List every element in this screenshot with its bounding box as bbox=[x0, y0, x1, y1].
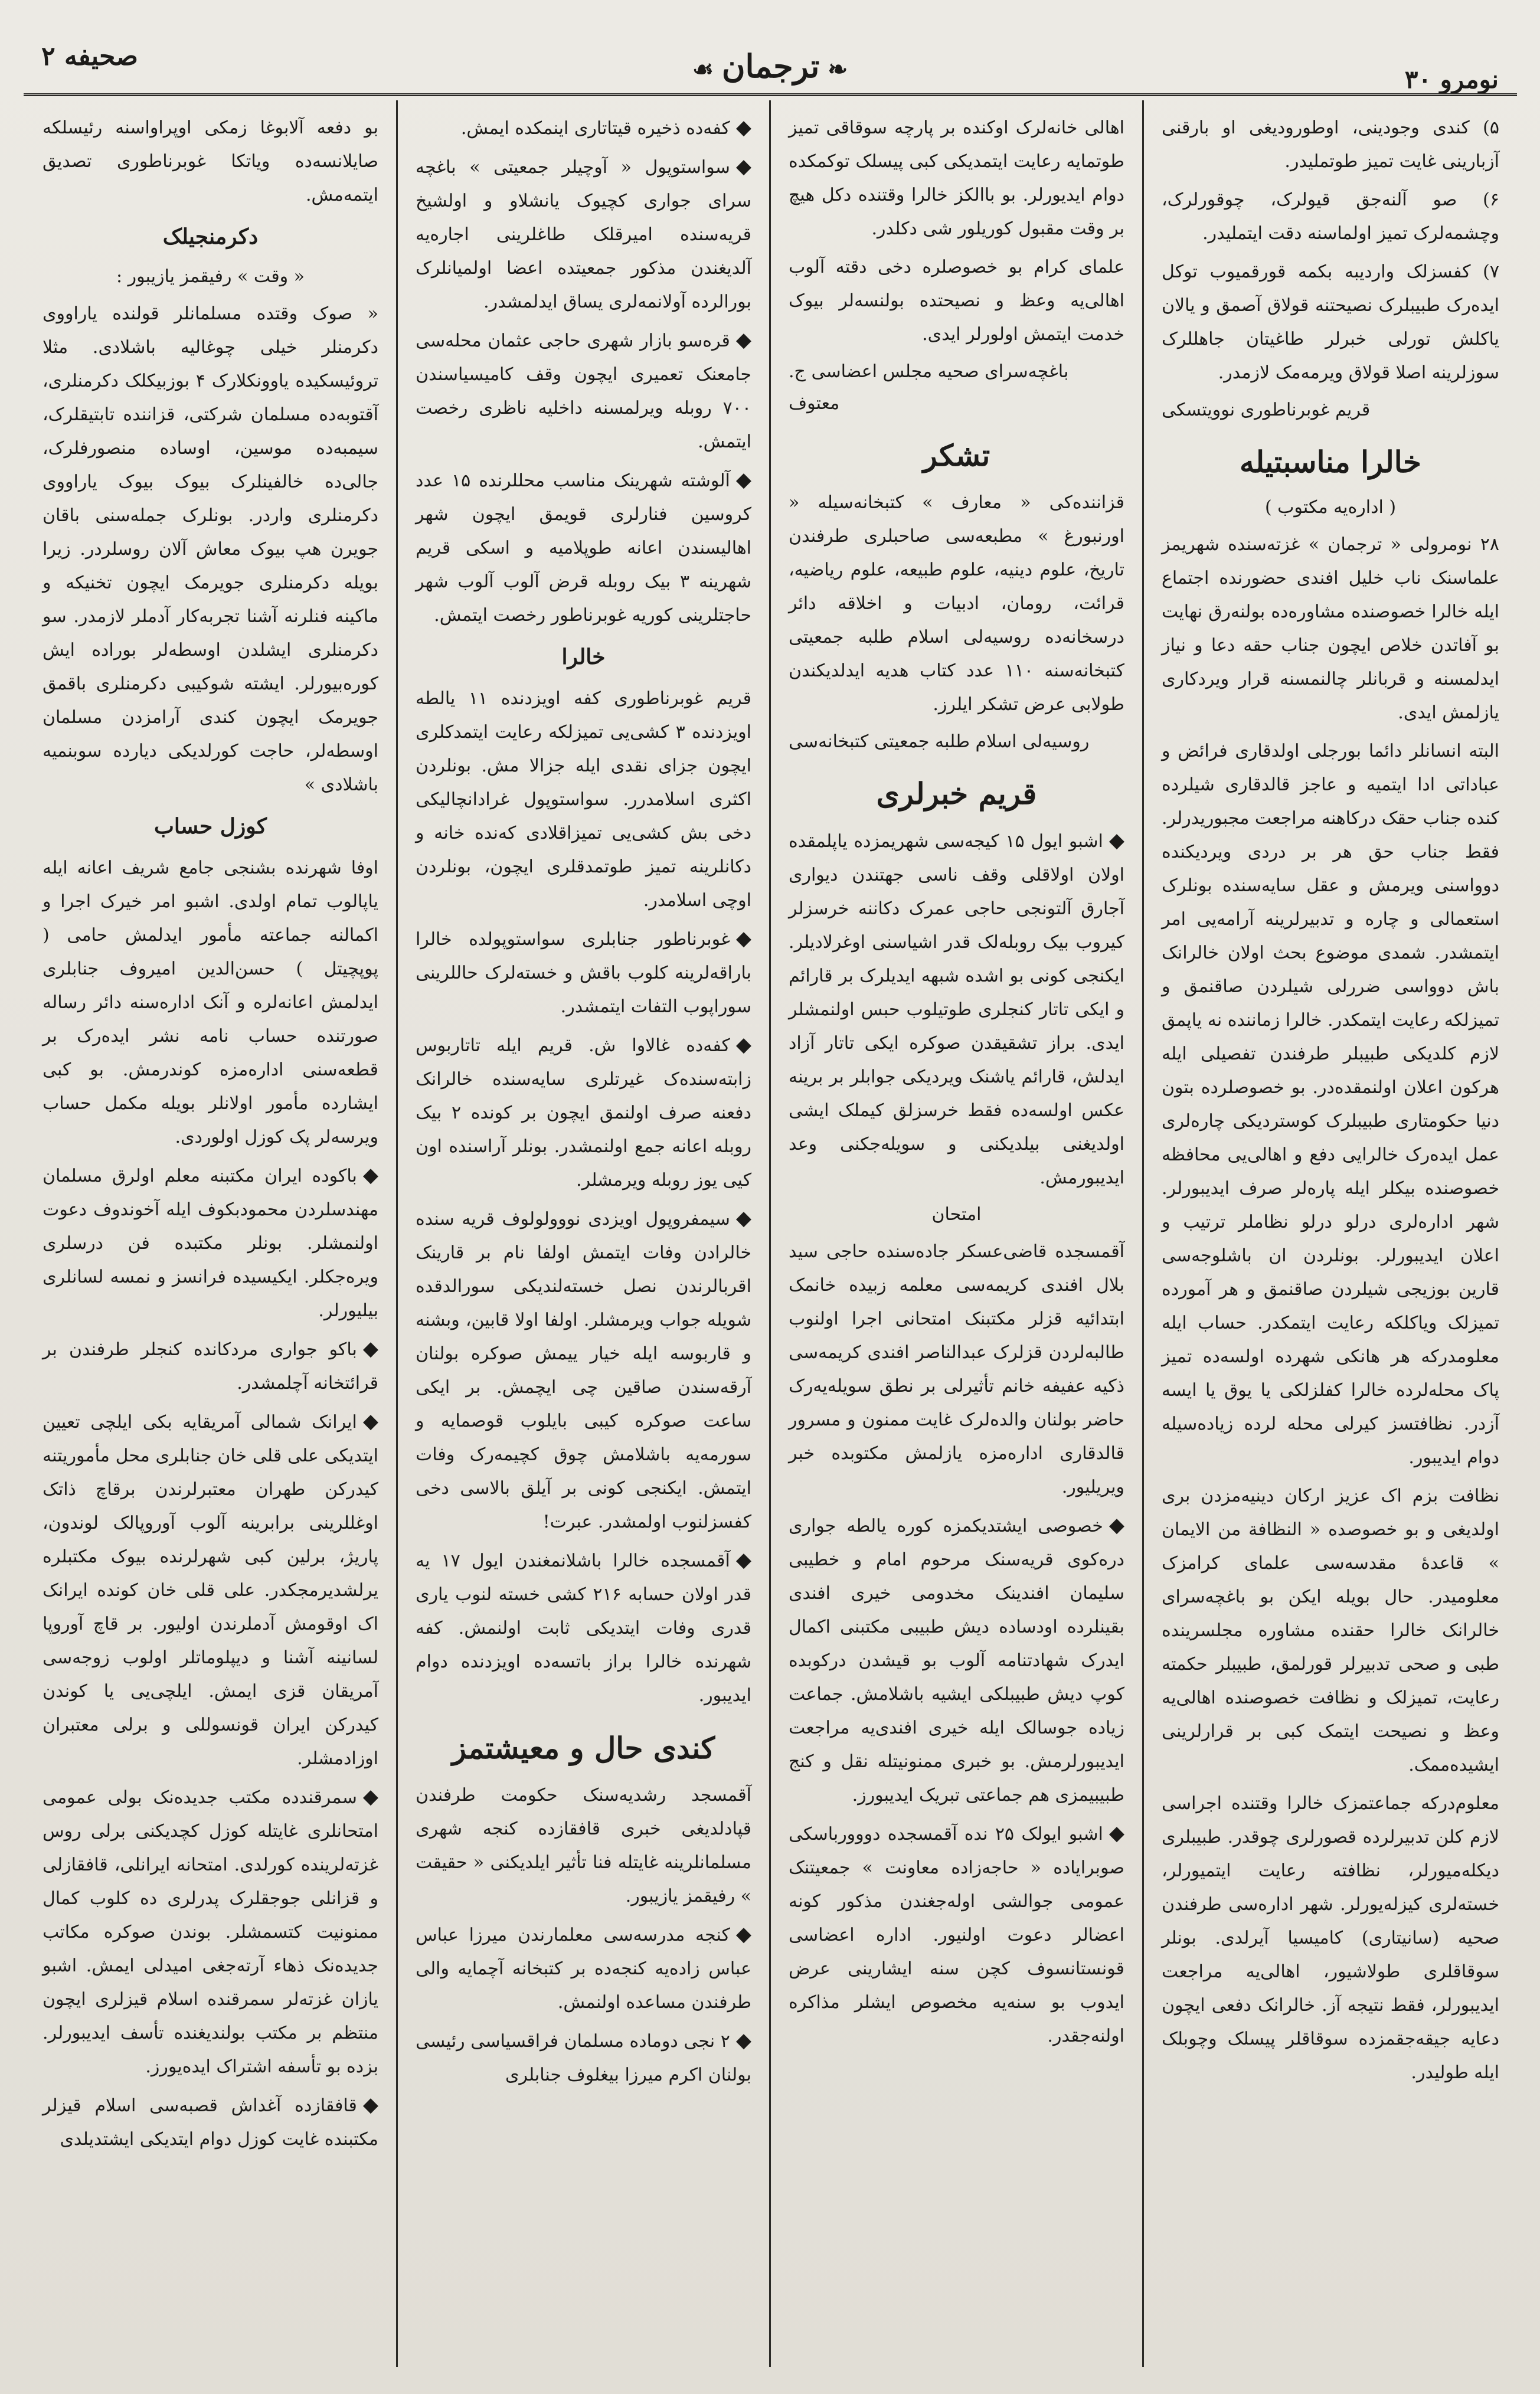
article-paragraph bbox=[416, 150, 751, 319]
article-paragraph bbox=[416, 1543, 751, 1712]
article-paragraph bbox=[42, 1780, 378, 2084]
paragraph-text: آلوشته شهرینک مناسب محللرنده ۱۵ عدد کروسین فنارلری قویمق ایچون شهر اهالیسندن اعانه طوپلامیه و اسکی قریم شهرینه ۳ بیک روبله قرض آلوب آلوب شهر حاجتلرینی کوریه غوبرناطور رخصت ایتمش. bbox=[416, 470, 751, 626]
article-paragraph bbox=[1162, 183, 1499, 250]
columns bbox=[24, 100, 1517, 2367]
paragraph-text: کفه‌ده ذخیره قیتاتاری اینمکده ایمش. bbox=[460, 118, 730, 139]
paragraph-text: نظافت بزم اک عزیز ارکان دینیه‌مزدن بری اولدیغی و بو خصوصده « النظافة من الایمان » قاعدهٔ مقدسه‌سی علمای کرامزک معلومیدر. حال بویله ایکن بو باغچه‌سرای خالرانک خالرا حقنده مشاوره مجلسرینده طبی و صحی تدبیرلر قورلمق، طبیبلر حکمته رعایت، تمیزلک و نظافت خصوصنده اهالی‌یه وعظ و نصیحت ایتمک کبی بر قرارلرینی ایشیده‌ممک. bbox=[1162, 1486, 1499, 1775]
signature: روسیه‌لی اسلام طلبه جمعیتی کتبخانه‌سی bbox=[789, 731, 1090, 752]
article-paragraph bbox=[789, 1509, 1124, 1812]
article-paragraph bbox=[416, 2024, 751, 2092]
diamond-bullet-icon: ◆ bbox=[362, 1337, 378, 1360]
article-paragraph bbox=[1162, 734, 1499, 1474]
paragraph-text: اشبو ایولک ۲۵ نده آقمسجده دووورباسکی صوبرایاده « حاجه‌زاده معاونت » جمعیتنک عمومی جوالشی اوله‌جغندن مذکور کونه اعضالر دعوت اولنیور. اداره اعضاسی قونستانسوف کچن سنه ایشارینی عرض ایدوب بو سنه‌یه مخصوص ایشلر مذاکره اولنه‌جقدر. bbox=[789, 1824, 1124, 2046]
diamond-bullet-icon: ◆ bbox=[735, 1033, 751, 1057]
diamond-bullet-icon: ◆ bbox=[735, 155, 751, 178]
article-paragraph bbox=[1162, 111, 1499, 178]
paragraph-text: اهالی خانه‌لرک اوکنده بر پارچه سوقاقی تمیز طوتمایه رعایت ایتمدیکی کبی پیسلک توکمکده دوام ایدیورلر. بو باالکز خالرا وقتنده دکل هیچ بر وقت مقبول کوریلور شی دکلدر. bbox=[789, 117, 1124, 239]
paragraph-text: قره‌سو بازار شهری حاجی عثمان محله‌سی جامعنک تعمیری ایچون وقف کامیسیاسندن ۷۰۰ روبله ویرلمسنه داخلیه ناظری رخصت ایتمش. bbox=[416, 331, 751, 452]
paragraph-text: غوبرناطور جنابلری سواستوپولده خالرا باراقه‌لرینه کلوب باقش و خسته‌لرک حاللرینی سوراپوب التفات ایتمشدر. bbox=[416, 929, 751, 1017]
article-paragraph bbox=[789, 824, 1124, 1195]
section-heading: خالرا مناسبتیله bbox=[1240, 444, 1421, 479]
paragraph-text: ۷) کفسزلک واردیبه بکمه قورقمیوب توکل ایده‌رک طبیبلرک نصیحتنه قولاق آصمق و یالان یاکلش تورلی خبرلر طاغیتان جاهللرک سوزلرینه اصلا قولاق ویرمه‌مک لازمدر. bbox=[1162, 261, 1499, 383]
paragraph-text: کنجه مدرسه‌سی معلمارندن میرزا عباس عباس زاده‌یه کنجه‌ده بر کتبخانه آچمایه والی طرفندن مساعده اولنمش. bbox=[416, 1925, 751, 2013]
diamond-bullet-icon: ◆ bbox=[735, 1922, 751, 1946]
article-paragraph bbox=[789, 1817, 1124, 2053]
diamond-bullet-icon: ◆ bbox=[735, 116, 751, 139]
paragraph-text: آقمسجد رشدیه‌سنک حکومت طرفندن قپادلدیغی خبری قافقازده کنجه شهری مسلمانلرینه غایتله فنا تأثیر ایلدیکنی « حقیقت » رفیقمز یازیبور. bbox=[416, 1785, 751, 1906]
paragraph-text: ۵) کندی وجودینی، اوطورودیغی او بارقنی آزبارینی غایت تمیز طوتملیدر. bbox=[1162, 117, 1499, 172]
article-paragraph bbox=[789, 486, 1124, 721]
article-paragraph bbox=[42, 111, 378, 212]
paragraph-text: اوفا شهرنده بشنجی جامع شریف اعانه ایله یاپالوب تمام اولدی. اشبو امر خیرک اجرا و اکمالنه جماعته مأمور ایدلمش حامی ( پوپچیتل ) حسن‌الدین امیروف جنابلری ایدلمش اعانەلره و آنک ادارەسنه دائر رساله صورتنده حساب نامه نشر ایده‌رک بر قطعه‌سنی ادارەمزه کوندرمش. بو کبی ایشارده مأمور اولانلر بویله مکمل حساب ویرسه‌لر پک کوزل اولوردی. bbox=[42, 858, 378, 1147]
diamond-bullet-icon: ◆ bbox=[1109, 1513, 1124, 1537]
issue-number: نومرو ۳۰ bbox=[1404, 65, 1499, 94]
ornament-left-icon: ☙ bbox=[692, 55, 714, 83]
paragraph-text: قافقازده آغداش قصبه‌سی اسلام قیزلر مکتبنده غایت کوزل دوام ایتدیکی ایشتدیلدی bbox=[42, 2095, 378, 2150]
article-paragraph bbox=[416, 323, 751, 459]
diamond-bullet-icon: ◆ bbox=[735, 468, 752, 492]
signature: باغچه‌سرای صحیه مجلس اعضاسی ج. معتوف bbox=[789, 361, 1069, 414]
paragraph-text: قریم غوبرناطوری کفه اویزدنده ۱۱ یالطه اویزدنده ۳ کشی‌یی تمیزلکه رعایت ایتمدکلری ایچون جزای نقدی ایله جزالا مش. بونلردن اکثری اسلامدرر. سواستوپول غرادانچالیکی دخی بش کشی‌یی تمیزاقلادی که‌نده خانه و دکانلرینه تمیز طوتمدقلری ایچون، بونلردن اوچی اسلامدر. bbox=[416, 688, 751, 911]
section-heading: دکرمنجیلک bbox=[162, 224, 259, 249]
diamond-bullet-icon: ◆ bbox=[362, 1163, 378, 1187]
article-paragraph bbox=[416, 111, 751, 145]
paragraph-text: آقمسجده قاضی‌عسکر جاده‌سنده حاجی سید بلال افندی کریمه‌سی معلمه زبیده خانمک ابتدائیه قزلر مکتبنک امتحانی اجرا اولنوب طالبه‌لردن قزلرک عبدالناصر افندی کریمه‌سی ذکیه عفیفه خانم تأثیرلی بر نطق سویله‌یه‌رک حاضر بولنان والده‌لرک غایت ممنون و مسرور قالدقاری ادارەمزه یازلمش مکتوبده خبر ویریلیور. bbox=[789, 1241, 1124, 1497]
paragraph-text: بو دفعه آلابوغا زمکی اوپراواسنه رئیسلکه صایلانسه‌ده ویاتکا غوبرناطوری تصدیق ایتمه‌مش. bbox=[42, 117, 378, 205]
article-paragraph bbox=[42, 1405, 378, 1775]
article-paragraph bbox=[416, 463, 751, 632]
paragraph-text: سیمفروپول اویزدی نووولولوف قریه سنده خالرادن وفات ایتمش اولفا نام بر قارینک اقربالرندن نصل خسته‌لندیکی سورالدقده شویله جواب ویرمشلر. اولفا اولا قابین، وبشنه و قاربوسه ایله خیار ییمش صوکره بولنان آرقه‌سندن صاقین چی ایچمش. بر ایکی ساعت صوکره کیبی بایلوب قوصمایه و سورمه‌یه باشلامش چوق کچیمه‌رک وفات ایتمش. ایکنجی کونی بر آیلق بالاسی دخی کفسزلنوب اولمشدر. عبرت! bbox=[416, 1209, 751, 1532]
article-paragraph bbox=[416, 1918, 751, 2019]
section-heading: ( اداره‌یه مکتوب ) bbox=[1264, 497, 1397, 518]
diamond-bullet-icon: ◆ bbox=[1109, 829, 1124, 852]
section-heading: خالرا bbox=[561, 645, 606, 669]
paragraph-text: خصوصی ایشتدیکمزه کوره یالطه جواری دره‌کوی قریه‌سنک مرحوم امام و خطیبی سلیمان افندینک مخدومی خیری افندی بقینلرده اودساده دیش طبیبی مکتبنی اکمال ایدرک شهادتنامه آلوب بو قیشدن درکوبده کوپ دیش طبیبلکی ایشیه باشلامش. جماعت زیاده جوسالک ایله خیری افندی‌یه مراجعت ایدیبورلرمش. بو خبری ممنونیتله نقل و کنج طبیبیمزی هم جماعتی تبریک ایدیبورز. bbox=[789, 1516, 1124, 1806]
paragraph-text: سواستوپول « آوچیلر جمعیتی » باغچه سرای جواری کچیوک یانشلاو و اولشیخ قریه‌سنده امیرقلک طاغلرینی اجاره‌یه آلدیغندن مذکور جمعیتده اعضا اولمیانلرک بورالرده آولانمه‌لری یساق ایدلمشدر. bbox=[416, 157, 751, 312]
masthead bbox=[30, 24, 1510, 94]
section-heading: « وقت » رفیقمز یازیبور : bbox=[116, 266, 305, 287]
paragraph-text: البته انسانلر دائما بورجلی اولدقاری فرائض و عباداتی ادا ایتمیه و عاجز قالدقاری شیلرده کنده جناب حقک درکاهنه مراجعت مجبوریدرلر. فقط جناب حق هر بر دردی ویردیکنده دوواسنی ویرمش و عقل سایه‌سنده بونلرک استعمالی و چاره و تدبیرلرینه آرامه‌یی امر ایتمشدر. شمدی موضوع بحث اولان خالرانک باش دوواسی ضررلی شیلردن صاقنمق و تمیزلکه رعایت ایتمکدر. خالرا زماننده نه یاپمق لازم کلدیکی طبیبلر طرفندن تفصیلی ایله هرکون اعلان اولنمقده‌در. بو خصوصلرده بتون دنیا حکومتاری طبیبلرک کوستردیکی چاره‌لری عمل ایده‌رک خالرایی دفع و اهالی‌یی محافظه خصوصنده بیکلر ایله پاره‌لر صرف ایدیبورلر. شهر ادارەلری درلو درلو نظاملر ترتیب و اعلان ایدیبورلر. بونلردن ان باشلوجه‌سی قارین بوزیجی شیلردن صاقنمق و هر آمورده تمیزلک ویاکلکه رعایت ایتمکدر. حساب ایله معلومدرکه هر هانکی شهرده اولسه‌ده تمیز پاک محله‌لرده خالرا کفلزلکی یا یوق یا ایسه آزدر. نظافتسز کیرلی محله لرده زیاده‌سیله دوام ایدیبور. bbox=[1162, 741, 1499, 1468]
article-paragraph bbox=[42, 2088, 378, 2156]
article-paragraph bbox=[416, 682, 751, 917]
article-paragraph bbox=[416, 922, 751, 1023]
paragraph-text: معلوم‌درکه جماعتمزک خالرا وقتنده اجراسی لازم کلن تدبیرلرده قصورلری چوقدر. طبیبلری دیکله‌میورلر، نظافته رعایت ایتمیورلر، خسته‌لری کیزله‌یورلر. شهر ادارەسی طرفندن صحیه (سانیتاری) کامیسیا آیرلدی. بونلر سوقاقلری طولاشیور، اهالی‌یه مراجعت ایدیبورلر، فقط نتیجه آز. خالرانک دفعی ایچون دعایه جیقه‌جقمزده سوقاقلر پیسلک وچوبلک ایله طولیدر. bbox=[1162, 1793, 1499, 2083]
article-paragraph bbox=[416, 1778, 751, 1913]
paragraph-text: ایرانک شمالی آمریقایه بکی ایلچی تعیین ایتدیکی علی قلی خان جنابلری محل مأموریتنه کیدرکن طهران معتبرلرندن برقاچ ذاتک اوغللرینی برابرینه آلوب آوروپالک لوندون، پاریژ، برلین کبی شهرلرنده بیوک مکتبلره یرلشدیرمجکدر. علی قلی خان کوندە ایرانک اک اوقومش آدملرندن اولیور. بر قاچ آوروپا لسانینه آشنا و دیپلوماتلر اولوب زوجه‌سی آمریقان قزی ایمش. ایلچی‌یی یا کوندن کیدرکن ایران قونسوللی و برلی معتبران اوزادمشلر. bbox=[42, 1412, 378, 1769]
paper-title bbox=[30, 47, 1510, 85]
section-heading: تشکر bbox=[923, 438, 990, 473]
paragraph-text: ۲ نجی دوماده مسلمان فراقسیاسی رئیسی بولنان اکرم میرزا بیغلوف جنابلری bbox=[416, 2031, 751, 2085]
signature: قریم غوبرناطوری نوویتسکی bbox=[1162, 400, 1371, 420]
diamond-bullet-icon: ◆ bbox=[735, 328, 751, 352]
diamond-bullet-icon: ◆ bbox=[735, 2029, 751, 2052]
article-paragraph bbox=[789, 1235, 1124, 1504]
paragraph-text: اشبو ایول ۱۵ کیجه‌سی شهریمزده یاپلمقده اولان اولاقلی وقف ناسی جهتندن دیواری آجارق آلتونجی حاجی عمرک دکاننه خرسزلر کیروب بیک روبله‌لک قدر اشیاسنی اوغرلادیلر. ایکنجی کونی بو اشده شبهه ایدیلرک بر قارائم و ایکی تاتار کنجلری طوتیلوب حبس اولنمشلر ایدی. براز تشقیقدن صوکره ایکی تاتار آزاد ایدلش، قارائم یاشنک ویردیکی جوابلر بر برینه عکس اولسه‌ده فقط خرسزلق کیملک ایشی اولدیغنی بیلدیکنی و سویله‌جکنی وعد ایدیبورمش. bbox=[789, 831, 1124, 1188]
article-paragraph bbox=[42, 1159, 378, 1327]
column-1 bbox=[1144, 100, 1517, 2367]
article-paragraph bbox=[416, 1202, 751, 1539]
article-paragraph bbox=[1162, 528, 1499, 730]
paragraph-text: « صوک وقتده مسلمانلر قولنده یاراووی دکرمنلر خیلی چوغالیه باشلادی. مثلا تروئیسکیده یاوونکلارک ۴ بوزبیکلک دکرمنلری، آقتوبه‌ده مسلمان شرکتی، قزاننده تابتیقلرک، سیمبه‌ده موسین، اوساده منصورفلرک، جالی‌ده خالفینلرک بیوک بیوک یاراووی دکرمنلری واردر. بونلرک جمله‌سنی باقان جویرن هپ بیوک معاش آلان روسلردر. زیرا بویله دکرمنلری جویرمک ایچون تخنیکه و ماکینه فنلرنه آشنا تجربه‌کار آدملر لازمدر. سو دکرمنلری ایشلدن اوسطه‌لر بوراده ایش کوره‌بیورلر. ایشته شوکیبی دکرمنلری باقمق جویرمک ایچون کندی آرامزدن مسلمان اوسطه‌لر، حاجت کورلدیکی دیارده سوبنمیه باشلادی » bbox=[42, 303, 378, 795]
article-paragraph bbox=[1162, 1787, 1499, 2089]
article-paragraph bbox=[416, 1028, 751, 1197]
column-3 bbox=[398, 100, 771, 2367]
diamond-bullet-icon: ◆ bbox=[362, 2093, 378, 2117]
paragraph-text: ۶) صو آلنه‌جق قیولرک، چوقورلرک، وچشمه‌لرک تمیز اولماسنه دقت ایتملیدر. bbox=[1162, 189, 1499, 244]
paragraph-text: کفه‌ده غالاوا ش. قریم ایله تاتاربوس زابته‌سنده‌ک غیرتلری سایه‌سنده خالرانک دفعنه صرف اولنمق ایچون بر کونده ۲ بیک روبله اعانه جمع اولنمشدر. بونلر آراسنده اون کیی یوز روبله ویرمشلر. bbox=[416, 1035, 751, 1191]
diamond-bullet-icon: ◆ bbox=[1109, 1821, 1124, 1845]
diamond-bullet-icon: ◆ bbox=[362, 1409, 378, 1433]
ornament-right-icon: ❧ bbox=[828, 55, 848, 83]
section-heading: قریم خبرلری bbox=[876, 776, 1037, 811]
diamond-bullet-icon: ◆ bbox=[735, 1548, 751, 1572]
page-number: صحیفه ۲ bbox=[41, 41, 138, 71]
section-heading: کندی حال و معیشتمز bbox=[452, 1731, 715, 1765]
article-paragraph bbox=[789, 250, 1124, 351]
header-rule bbox=[24, 93, 1517, 96]
column-4 bbox=[25, 100, 398, 2367]
paragraph-text: آقمسجده خالرا باشلانمغندن ایول ۱۷ یه قدر اولان حسابه ۲۱۶ کشی خسته لنوب یاری قدری وفات ایتدیکی ثابت اولنمش. کفه شهرنده خالرا براز باتسه‌ده اویزدنده دوام ایدیبور. bbox=[416, 1551, 752, 1706]
article-paragraph bbox=[42, 1332, 378, 1400]
diamond-bullet-icon: ◆ bbox=[735, 1206, 751, 1230]
paragraph-text: علمای کرام بو خصوصلره دخی دقته آلوب اهالی‌یه وعظ و نصیحتده بولنسه‌لر بیوک خدمت ایتمش اولورلر ایدی. bbox=[789, 257, 1124, 345]
paragraph-text: باکو جواری مردکانده کنجلر طرفندن بر قرائتخانه آچلمشدر. bbox=[42, 1339, 378, 1394]
article-paragraph bbox=[1162, 255, 1499, 390]
article-paragraph bbox=[789, 111, 1124, 246]
paragraph-text: قزاننده‌کی « معارف » کتبخانه‌سیله « اورنبورغ » مطبعه‌سی صاحبلری طرفندن تاریخ، علوم دینیه، علوم طبیعه، علوم ریاضیه، قرائت، رومان، ادبیات و اخلاقه دائر درسخانه‌ده روسیه‌لی اسلام طلبه جمعیتی کتبخانه‌سنه ۱۱۰ عدد کتاب هدیه ایدلدیکندن طولابی عرض تشکر ایلرز. bbox=[789, 492, 1125, 715]
article-paragraph bbox=[42, 851, 378, 1154]
paragraph-text: سمرقندده مکتب جدیدەنک بولی عمومی امتحانلری غایتله کوزل کچدیکنی برلی روس غزته‌لرینده کورلدی. امتحانه ایرانلی، قافقازلی و قزانلی جوجقلرک پدرلری ده کلوب کمال ممنونیت کتسمشلر. بوندن صوکره مکاتب جدیدەنک ذهاء آرتەجغی امیدلی ایمش. اشبو یازان غزته‌لر سمرقنده اسلام قیزلری ایچون منتظم بر مکتب بولندیغنده تأسف ایدیبورلر. بزده بو تأسفه اشتراک ایده‌یورز. bbox=[42, 1787, 378, 2077]
article-paragraph bbox=[42, 297, 378, 802]
diamond-bullet-icon: ◆ bbox=[362, 1785, 378, 1808]
paragraph-text: ۲۸ نومرولی « ترجمان » غزته‌سنده شهریمز علماسنک ناب خلیل افندی حضورنده اجتماع ایله خالرا خصوصنده مشاوره‌ده بولنه‌رق نهایت بو آفاتدن خلاص ایچون جناب حقه دعا و نیاز ایدلمسنه و قربانلر چالنمسنه قرار ویردکاری یازلمش ایدی. bbox=[1162, 534, 1499, 723]
diamond-bullet-icon: ◆ bbox=[735, 927, 751, 950]
paper-name: ترجمان bbox=[721, 47, 820, 85]
column-2 bbox=[771, 100, 1144, 2367]
section-heading: کوزل حساب bbox=[153, 814, 267, 839]
paragraph-text: باکوده ایران مکتبنه معلم اولرق مسلمان مهندسلردن محمودبکوف ایله آخوندوف دعوت اولنمشلر. بونلر مکتبده فن درسلری ویره‌جکلر. ایکیسیده فرانسز و نمسه لسانلری بیلیورلر. bbox=[42, 1166, 378, 1321]
section-heading: امتحان bbox=[931, 1204, 982, 1225]
article-paragraph bbox=[1162, 1479, 1499, 1782]
